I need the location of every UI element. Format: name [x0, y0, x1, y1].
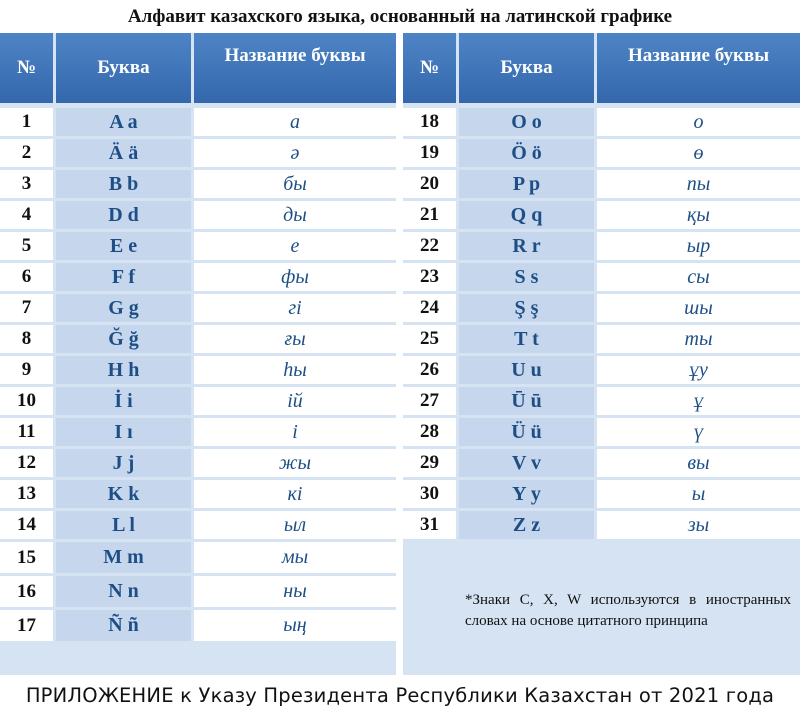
table-row: [403, 108, 800, 136]
letter-name: ды: [194, 201, 396, 229]
letter-name: ій: [194, 387, 396, 415]
letter-glyph: F f: [56, 263, 194, 291]
letter-name: сы: [597, 263, 800, 291]
letter-glyph: H h: [56, 356, 194, 384]
table-row: [0, 576, 396, 607]
table-row: [403, 263, 800, 291]
letter-name: зы: [597, 511, 800, 539]
letter-glyph: Q q: [459, 201, 597, 229]
letter-glyph: Ğ ğ: [56, 325, 194, 353]
letter-glyph: L l: [56, 511, 194, 539]
letter-number: 21: [403, 201, 459, 229]
table-row: [403, 139, 800, 167]
letter-name: ың: [194, 610, 396, 641]
header-letter-name: Название буквы: [194, 33, 396, 103]
letter-name: бы: [194, 170, 396, 198]
letter-name: о: [597, 108, 800, 136]
letter-glyph: G g: [56, 294, 194, 322]
table-row: [0, 418, 396, 446]
letter-glyph: Ö ö: [459, 139, 597, 167]
table-row: [403, 418, 800, 446]
table-row: [0, 139, 396, 167]
letter-name: кі: [194, 480, 396, 508]
letter-number: 31: [403, 511, 459, 539]
letter-glyph: B b: [56, 170, 194, 198]
letter-number: 3: [0, 170, 56, 198]
letter-glyph: S s: [459, 263, 597, 291]
letter-glyph: O o: [459, 108, 597, 136]
letter-glyph: E e: [56, 232, 194, 260]
letter-number: 8: [0, 325, 56, 353]
letter-glyph: P p: [459, 170, 597, 198]
table-row: [403, 170, 800, 198]
letter-number: 12: [0, 449, 56, 477]
letter-name: ұ: [597, 387, 800, 415]
letter-glyph: A a: [56, 108, 194, 136]
table-row: [403, 201, 800, 229]
letter-number: 25: [403, 325, 459, 353]
letter-number: 24: [403, 294, 459, 322]
table-row: [403, 294, 800, 322]
note-box: [403, 574, 800, 675]
table-header: [0, 33, 396, 103]
letter-glyph: Y y: [459, 480, 597, 508]
table-row: [403, 232, 800, 260]
letter-number: 13: [0, 480, 56, 508]
table-row: [0, 325, 396, 353]
page-title: Алфавит казахского языка, основанный на латинской графике: [127, 6, 673, 27]
letter-glyph: U u: [459, 356, 597, 384]
letter-number: 16: [0, 576, 56, 607]
letter-glyph: Z z: [459, 511, 597, 539]
letter-glyph: V v: [459, 449, 597, 477]
letter-name: һы: [194, 356, 396, 384]
letter-glyph: R r: [459, 232, 597, 260]
table-row: [0, 610, 396, 641]
letter-glyph: M m: [56, 542, 194, 573]
letter-name: мы: [194, 542, 396, 573]
letter-number: 30: [403, 480, 459, 508]
table-body-right: [403, 108, 800, 542]
table-row: [0, 108, 396, 136]
letter-number: 23: [403, 263, 459, 291]
letter-number: 7: [0, 294, 56, 322]
letter-name: ә: [194, 139, 396, 167]
table-row: [0, 170, 396, 198]
letter-name: ы: [597, 480, 800, 508]
letter-number: 9: [0, 356, 56, 384]
letter-glyph: I ı: [56, 418, 194, 446]
header-letter: Буква: [459, 33, 597, 103]
letter-name: пы: [597, 170, 800, 198]
table-row: [403, 480, 800, 508]
letter-name: ны: [194, 576, 396, 607]
letter-number: 6: [0, 263, 56, 291]
table-row: [0, 387, 396, 415]
table-header: [403, 33, 800, 103]
letter-number: 17: [0, 610, 56, 641]
letter-glyph: Ü ü: [459, 418, 597, 446]
letter-name: ыл: [194, 511, 396, 539]
letter-name: шы: [597, 294, 800, 322]
letter-number: 19: [403, 139, 459, 167]
table-row: [0, 511, 396, 539]
letter-glyph: J j: [56, 449, 194, 477]
letter-number: 26: [403, 356, 459, 384]
letter-name: ұу: [597, 356, 800, 384]
table-row: [0, 542, 396, 573]
header-number: №: [0, 33, 56, 103]
table-body-left: [0, 108, 396, 644]
letter-name: қы: [597, 201, 800, 229]
table-row: [403, 387, 800, 415]
table-row: [0, 263, 396, 291]
letter-name: гі: [194, 294, 396, 322]
letter-number: 1: [0, 108, 56, 136]
letter-name: фы: [194, 263, 396, 291]
table-row: [0, 480, 396, 508]
table-row: [0, 232, 396, 260]
letter-glyph: Ū ū: [459, 387, 597, 415]
letter-glyph: D d: [56, 201, 194, 229]
table-row: [0, 294, 396, 322]
letter-number: 15: [0, 542, 56, 573]
letter-name: вы: [597, 449, 800, 477]
letter-number: 14: [0, 511, 56, 539]
letter-glyph: N n: [56, 576, 194, 607]
letter-name: жы: [194, 449, 396, 477]
letter-name: ыр: [597, 232, 800, 260]
letter-glyph: Ş ş: [459, 294, 597, 322]
letter-glyph: Ä ä: [56, 139, 194, 167]
header-letter: Буква: [56, 33, 194, 103]
letter-name: ғы: [194, 325, 396, 353]
table-row: [403, 356, 800, 384]
letter-number: 11: [0, 418, 56, 446]
header-number: №: [403, 33, 459, 103]
table-row: [0, 356, 396, 384]
letter-name: ты: [597, 325, 800, 353]
table-row: [0, 449, 396, 477]
footnote: *Знаки C, X, W используются в иностранных словах на основе цитатного принципа: [465, 592, 791, 629]
table-row: [403, 449, 800, 477]
letter-glyph: K k: [56, 480, 194, 508]
letter-name: а: [194, 108, 396, 136]
footer-caption: ПРИЛОЖЕНИЕ к Указу Президента Республики Казахстан от 2021 года: [25, 684, 775, 707]
letter-number: 2: [0, 139, 56, 167]
letter-name: ү: [597, 418, 800, 446]
letter-number: 29: [403, 449, 459, 477]
letter-number: 22: [403, 232, 459, 260]
table-row: [403, 325, 800, 353]
letter-number: 5: [0, 232, 56, 260]
letter-number: 20: [403, 170, 459, 198]
letter-number: 4: [0, 201, 56, 229]
letter-number: 27: [403, 387, 459, 415]
header-letter-name: Название буквы: [597, 33, 800, 103]
letter-glyph: T t: [459, 325, 597, 353]
alphabet-table-left: [0, 33, 396, 675]
letter-name: і: [194, 418, 396, 446]
letter-number: 18: [403, 108, 459, 136]
letter-glyph: Ñ ñ: [56, 610, 194, 641]
letter-glyph: İ i: [56, 387, 194, 415]
table-row: [0, 201, 396, 229]
letter-name: е: [194, 232, 396, 260]
alphabet-table-right: [403, 33, 800, 675]
letter-number: 28: [403, 418, 459, 446]
letter-name: ө: [597, 139, 800, 167]
letter-number: 10: [0, 387, 56, 415]
table-row: [403, 511, 800, 539]
